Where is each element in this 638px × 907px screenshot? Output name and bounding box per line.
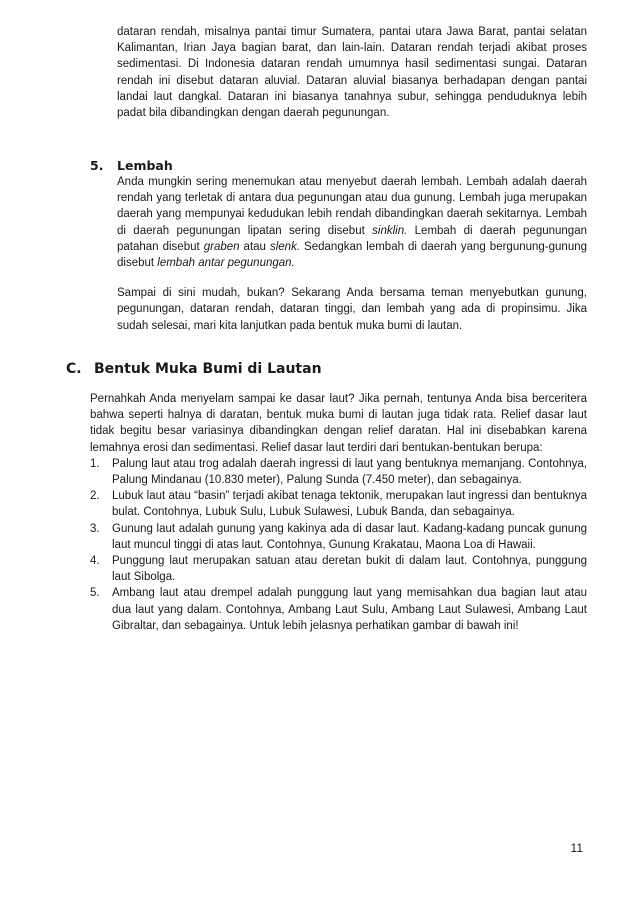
term-slenk: slenk. [269, 240, 301, 253]
list-number: 1. [90, 457, 100, 470]
term-graben: graben [203, 240, 240, 253]
list-text: Punggung laut merupakan satuan atau deretan bukit di dalam laut. Contohnya, punggung laut Sibolga. [112, 555, 587, 584]
paragraph-intro: Pernahkah Anda menyelam sampai ke dasar laut? Jika pernah, tentunya Anda bisa berceritera bahwa seperti halnya di daratan, bentuk muka bumi di lautan juga tidak rata. Relief dasar laut tidak begitu besar variasinya dibandingkan dengan relief daratan. Hal ini disebabkan karena lemahnya erosi dan sedimentasi. Relief dasar laut terdiri dari bentukan-bentukan berupa: [90, 393, 587, 454]
paragraph-dataran-rendah: dataran rendah, misalnya pantai timur Sumatera, pantai utara Jawa Barat, pantai selatan Kalimantan, Irian Jaya bagian barat, dan lain-lain. Dataran rendah terjadi akibat proses sedimentasi. Di Indonesia dataran rendah umumnya hasil sedimentasi sungai. Dataran rendah ini disebut dataran aluvial. Dataran aluvial biasanya berhadapan dengan pantai landai laut dangkal. Dataran ini biasanya tanahnya subur, sehingga penduduknya lebih padat bila dibandingkan dengan daerah pegunungan. [117, 26, 587, 120]
term-sinklin: sinklin. [372, 224, 408, 237]
list-number: 5. [90, 587, 100, 600]
section-heading [66, 360, 587, 378]
list-text: Ambang laut atau drempel adalah punggung laut yang memisahkan dua bagian laut atau dua laut yang dalam. Contohnya, Ambang Laut Sulu, Ambang Laut Sulawesi, Ambang Laut Gibraltar, dan sebagainya. Untuk lebih jelasnya perhatikan gambar di bawah ini! [112, 587, 587, 632]
list-text: Gunung laut adalah gunung yang kakinya ada di dasar laut. Kadang-kadang puncak gunung laut muncul tinggi di atas laut. Contohnya, Gunung Krakatau, Maona Loa di Hawaii. [112, 522, 587, 551]
text-run: atau [239, 240, 270, 253]
text-run: Sedangkan lembah di daerah yang bergunung-gunung disebut [117, 240, 588, 270]
paragraph-sampai-di-sini: Sampai di sini mudah, bukan? Sekarang Anda bersama teman menyebutkan gunung, pegunungan, dataran rendah, dataran tinggi, dan lembah yang ada di propinsimu. Jika sudah selesai, mari kita lanjutkan pada bentuk muka bumi di lautan. [117, 287, 587, 332]
list-text: Lubuk laut atau “basin” terjadi akibat tenaga tektonik, merupakan laut ingressi dan bentuknya bulat. Contohnya, Lubuk Sulu, Lubuk Sulawesi, Lubuk Banda, dan sebagainya. [112, 490, 587, 519]
text-run: Anda mungkin sering menemukan atau menyebut daerah lembah. Lembah adalah daerah rendah yang terletak di antara dua pegunungan atau dua gunung. Lembah juga merupakan daerah yang mempunyai kedudukan lebih rendah dibandingkan daerah sekitarnya. Lembah di daerah pegunungan lipatan sering disebut [117, 176, 587, 237]
list-item [90, 553, 587, 585]
term-lembah-antar-pegunungan: lembah antar pegunungan. [157, 257, 295, 270]
section-lembah [90, 158, 587, 334]
list-number: 3. [90, 522, 100, 535]
section-title: Bentuk Muka Bumi di Lautan [94, 361, 322, 377]
section-number: 5. [90, 158, 104, 173]
list-item [90, 585, 587, 634]
section-heading: Lembah [117, 158, 173, 173]
paragraph-lembah [117, 174, 587, 271]
list-item [90, 456, 587, 488]
section-letter: C. [66, 361, 82, 377]
section-bentuk-muka-bumi-lautan [66, 360, 587, 634]
list-text: Palung laut atau trog adalah daerah ingressi di laut yang bentuknya memanjang. Contohnya, Palung Mindanau (10.830 meter), Palung Sunda (7.450 meter), dan sebagainya. [112, 457, 587, 487]
page-number: 11 [570, 841, 583, 855]
text-run: Lembah di daerah pegunungan patahan disebut [117, 224, 587, 253]
list-number: 4. [90, 555, 100, 568]
list-item [90, 488, 587, 520]
list-number: 2. [90, 490, 100, 503]
relief-list [90, 456, 587, 634]
list-item [90, 521, 587, 553]
